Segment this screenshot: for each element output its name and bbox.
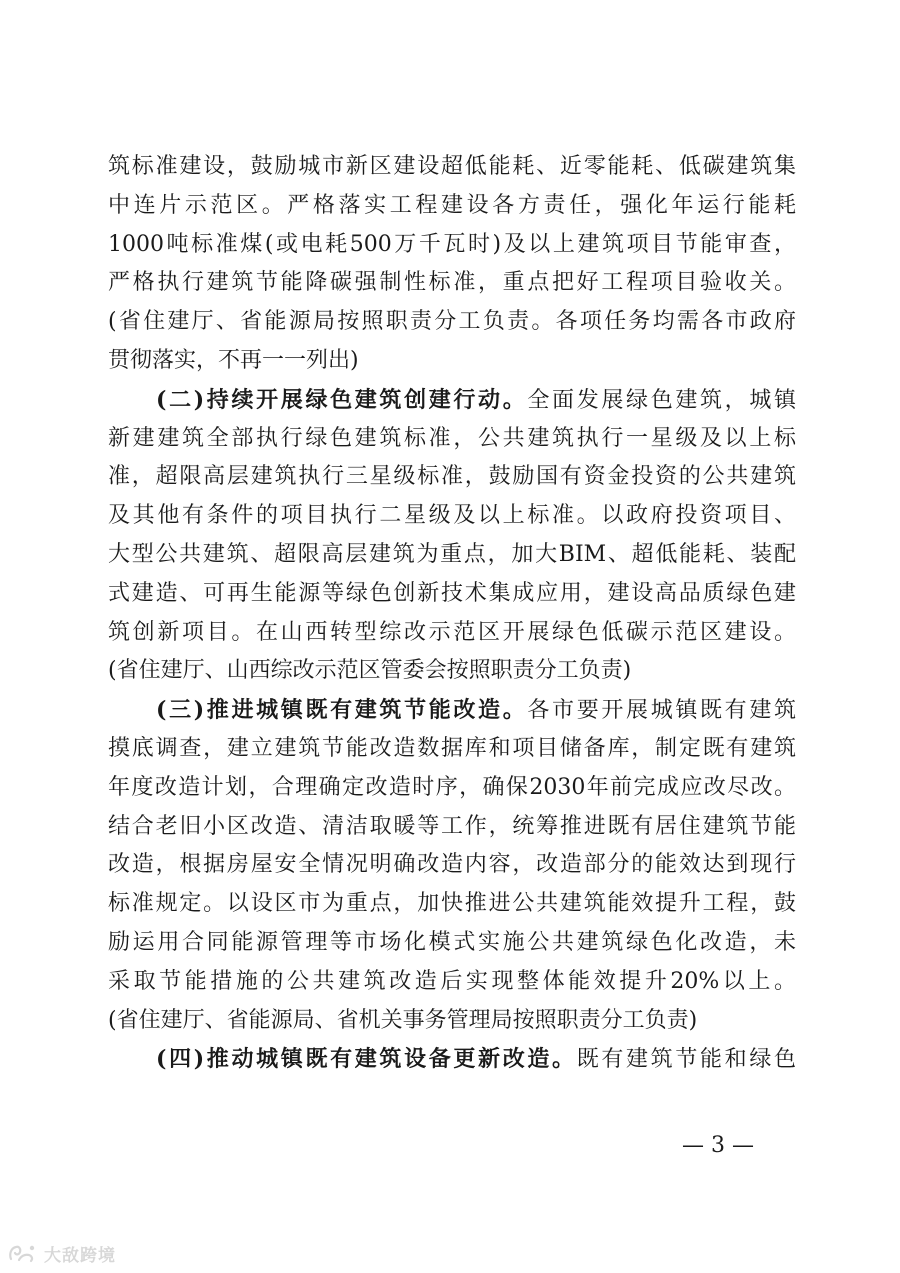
- section-heading: (三)推进城镇既有建筑节能改造。: [156, 697, 528, 724]
- text-line: 式建造、可再生能源等绿色创新技术集成应用，建设高品质绿色建: [108, 580, 796, 606]
- paragraph-first-line: [108, 691, 796, 730]
- text-line: 结合老旧小区改造、清洁取暖等工作，统筹推进既有居住建筑节能: [108, 813, 796, 839]
- body-text: [108, 148, 796, 1079]
- text-line: (省住建厅、省能源局、省机关事务管理局按照职责分工负责): [108, 1007, 698, 1033]
- page-number: — 3 —: [682, 1133, 754, 1158]
- text-line: (省住建厅、省能源局按照职责分工负责。各项任务均需各市政府: [108, 309, 796, 335]
- paragraph-first-line: [108, 1040, 796, 1079]
- paragraph-first-line: [108, 381, 796, 420]
- watermark-logo-icon: [8, 1242, 38, 1264]
- text-line: 筑创新项目。在山西转型综改示范区开展绿色低碳示范区建设。: [108, 619, 796, 645]
- text-line: 1000吨标准煤(或电耗500万千瓦时)及以上建筑项目节能审查，: [108, 231, 796, 257]
- text-line: (省住建厅、山西综改示范区管委会按照职责分工负责): [108, 658, 632, 684]
- watermark: [8, 1240, 116, 1266]
- text-line: 新建建筑全部执行绿色建筑标准，公共建筑执行一星级及以上标: [108, 425, 796, 451]
- text-line: 中连片示范区。严格落实工程建设各方责任，强化年运行能耗: [108, 192, 796, 218]
- text-line: 改造，根据房屋安全情况明确改造内容，改造部分的能效达到现行: [108, 852, 796, 878]
- text-run: 全面发展绿色建筑，城镇: [527, 387, 796, 413]
- text-run: 各市要开展城镇既有建筑: [527, 698, 796, 724]
- section-heading: (二)持续开展绿色建筑创建行动。: [156, 386, 528, 413]
- text-run: 既有建筑节能和绿色: [576, 1047, 796, 1073]
- watermark-text: 大敌跨境: [44, 1245, 116, 1266]
- text-line: 采取节能措施的公共建筑改造后实现整体能效提升20%以上。: [108, 968, 796, 994]
- text-line: 准，超限高层建筑执行三星级标准，鼓励国有资金投资的公共建筑: [108, 464, 796, 490]
- text-line: 贯彻落实，不再一一列出): [108, 347, 359, 373]
- text-line: 摸底调查，建立建筑节能改造数据库和项目储备库，制定既有建筑: [108, 735, 796, 761]
- text-line: 标准规定。以设区市为重点，加快推进公共建筑能效提升工程，鼓: [108, 891, 796, 917]
- text-line: 及其他有条件的项目执行二星级及以上标准。以政府投资项目、: [108, 503, 796, 529]
- text-line: 筑标准建设，鼓励城市新区建设超低能耗、近零能耗、低碳建筑集: [108, 154, 796, 179]
- section-heading: (四)推动城镇既有建筑设备更新改造。: [156, 1046, 577, 1073]
- text-line: 严格执行建筑节能降碳强制性标准，重点把好工程项目验收关。: [108, 270, 796, 296]
- text-line: 年度改造计划，合理确定改造时序，确保2030年前完成应改尽改。: [108, 774, 796, 800]
- text-line: 励运用合同能源管理等市场化模式实施公共建筑绿色化改造，未: [108, 929, 796, 955]
- text-line: 大型公共建筑、超限高层建筑为重点，加大BIM、超低能耗、装配: [108, 541, 796, 567]
